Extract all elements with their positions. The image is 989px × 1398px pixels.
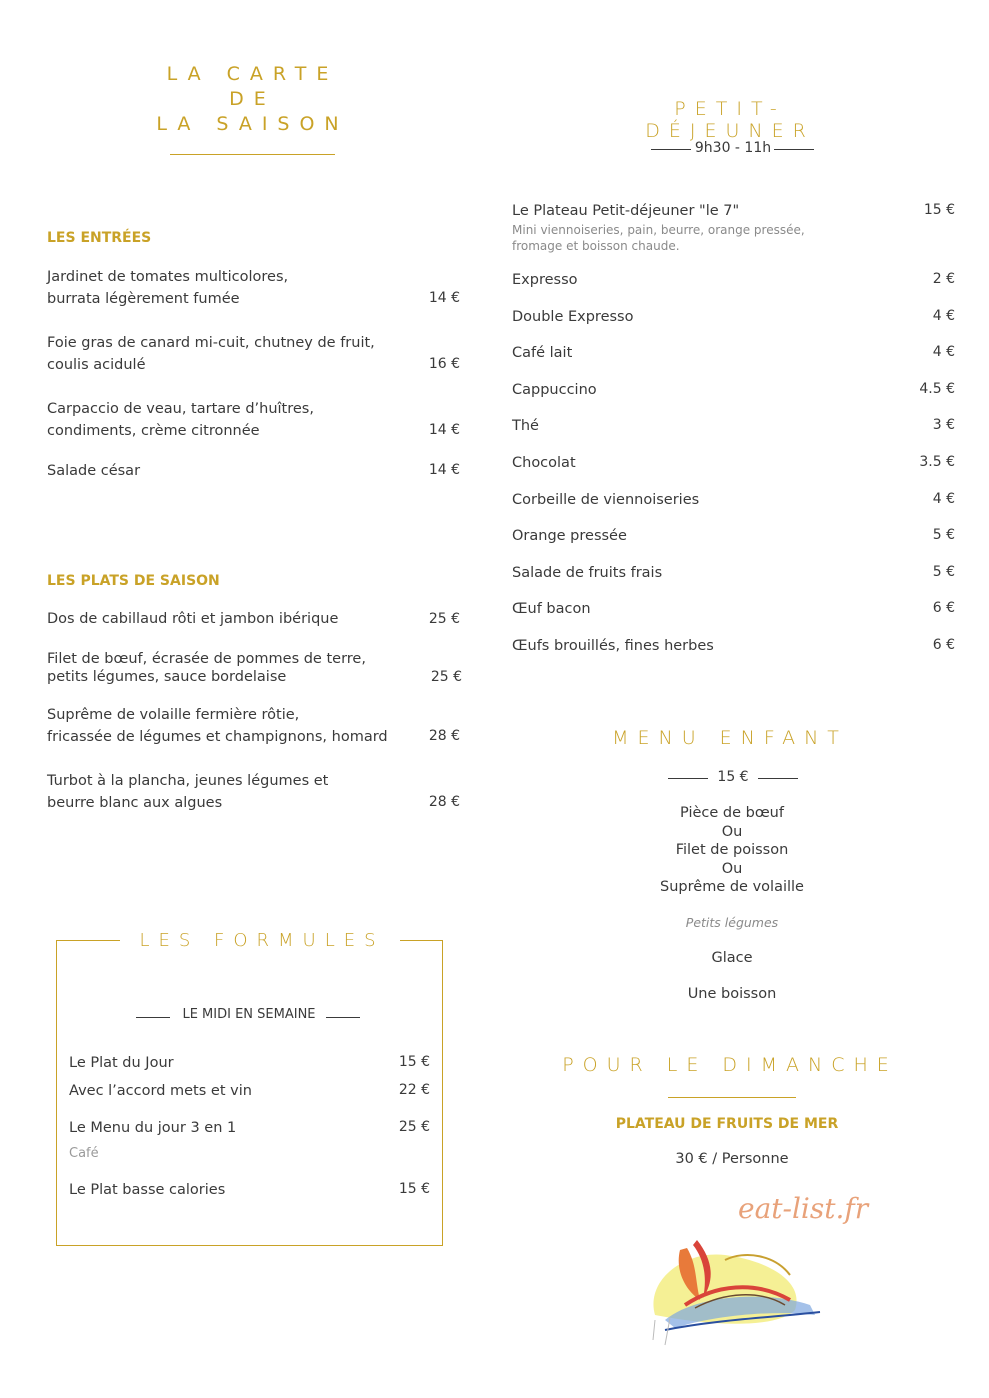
petit-dejeuner-item: Orange pressée (512, 528, 627, 544)
petit-dejeuner-item: Chocolat (512, 455, 576, 471)
formule-price: 22 € (398, 1082, 430, 1098)
petit-dejeuner-price: 3.5 € (919, 454, 955, 470)
entree-item: Carpaccio de veau, tartare d’huîtres, condiments, crème citronnée (47, 401, 314, 439)
plateau-price: 15 € (923, 202, 955, 218)
petit-dejeuner-item: Corbeille de viennoiseries (512, 492, 700, 508)
entree-price: 14 € (428, 290, 460, 306)
petit-dejeuner-item: Expresso (512, 272, 578, 288)
formules-sub-line-left (136, 1017, 170, 1018)
plat-item: Turbot à la plancha, jeunes légumes et beurre blanc aux algues (47, 773, 329, 811)
hours-line-right (774, 149, 814, 150)
enfant-boisson: Une boisson (687, 986, 777, 1002)
hours-line-left (651, 149, 691, 150)
formule-item: Le Menu du jour 3 en 1 (69, 1120, 237, 1136)
entree-item: Jardinet de tomates multicolores, burrata légèrement fumée (47, 269, 289, 307)
petit-dejeuner-heading: PETIT-DÉJEUNER (645, 98, 815, 142)
drawing-illustration (625, 1220, 830, 1360)
formules-box-top-left (56, 940, 120, 941)
formule-price: 15 € (398, 1054, 430, 1070)
hours: 9h30 - 11h (694, 140, 772, 156)
title-line-2: DE (229, 88, 276, 110)
enfant-price: 15 € (717, 769, 749, 785)
plats-heading: LES PLATS DE SAISON (47, 573, 220, 589)
petit-dejeuner-price: 5 € (932, 564, 955, 580)
entree-price: 14 € (428, 462, 460, 478)
petit-dejeuner-item: Œufs brouillés, fines herbes (512, 638, 714, 654)
dimanche-underline (668, 1097, 796, 1098)
plat-price: 25 € (428, 611, 460, 627)
plat-item: Dos de cabillaud rôti et jambon ibérique (47, 611, 339, 627)
entree-item: Salade césar (47, 463, 141, 479)
formule-price: 25 € (398, 1119, 430, 1135)
petit-dejeuner-item: Double Expresso (512, 309, 634, 325)
formule-price: 15 € (398, 1181, 430, 1197)
plat-price: 25 € (430, 669, 462, 685)
watermark-text: eat-list.fr (738, 1192, 869, 1225)
petit-dejeuner-item: Salade de fruits frais (512, 565, 663, 581)
menu-enfant-heading: MENU ENFANT (612, 727, 848, 749)
petit-dejeuner-price: 4.5 € (919, 381, 955, 397)
plat-price: 28 € (428, 794, 460, 810)
entree-item: Foie gras de canard mi-cuit, chutney de fruit, coulis acidulé (47, 335, 375, 373)
formules-sub-line-right (326, 1017, 360, 1018)
formule-item-sub: Café (69, 1146, 99, 1161)
enfant-glace: Glace (711, 950, 753, 966)
formule-item: Le Plat basse calories (69, 1182, 226, 1198)
petit-dejeuner-price: 4 € (932, 491, 955, 507)
entrees-heading: LES ENTRÉES (47, 230, 152, 246)
formules-box-top-right (400, 940, 443, 941)
plateau-fruits-de-mer: PLATEAU DE FRUITS DE MER (615, 1116, 839, 1132)
petit-dejeuner-item: Cappuccino (512, 382, 597, 398)
enfant-price-line-left (668, 778, 708, 779)
petit-dejeuner-price: 6 € (932, 600, 955, 616)
petit-dejeuner-price: 4 € (932, 308, 955, 324)
title-underline (170, 154, 335, 155)
petit-dejeuner-price: 5 € (932, 527, 955, 543)
petit-dejeuner-price: 4 € (932, 344, 955, 360)
formule-item: Le Plat du Jour (69, 1055, 174, 1071)
enfant-price-line-right (758, 778, 798, 779)
menu-title (150, 62, 355, 137)
dimanche-heading: POUR LE DIMANCHE (562, 1054, 898, 1076)
formule-item: Avec l’accord mets et vin (69, 1083, 252, 1099)
petit-dejeuner-item: Café lait (512, 345, 573, 361)
title-line-3: LA SAISON (156, 113, 349, 135)
formules-heading: LES FORMULES (139, 930, 385, 951)
petit-dejeuner-price: 3 € (932, 417, 955, 433)
petit-dejeuner-item: Œuf bacon (512, 601, 591, 617)
entree-price: 16 € (428, 356, 460, 372)
enfant-petits-legumes: Petits légumes (685, 915, 779, 930)
plat-item: Filet de bœuf, écrasée de pommes de terre, petits légumes, sauce bordelaise (47, 651, 366, 685)
petit-dejeuner-price: 2 € (932, 271, 955, 287)
petit-dejeuner-price: 6 € (932, 637, 955, 653)
petit-dejeuner-item: Thé (512, 418, 539, 434)
formules-subheading: LE MIDI EN SEMAINE (182, 1007, 316, 1022)
enfant-choices: Pièce de bœuf Ou Filet de poisson Ou Suprême de volaille (660, 805, 804, 895)
plat-price: 28 € (428, 728, 460, 744)
plateau-item: Le Plateau Petit-déjeuner "le 7" Mini viennoiseries, pain, beurre, orange pressée, fromage et boisson chaude. (512, 203, 805, 253)
entree-price: 14 € (428, 422, 460, 438)
title-line-1: LA CARTE (166, 63, 339, 85)
dimanche-price: 30 € / Personne (675, 1151, 789, 1167)
plat-item: Suprême de volaille fermière rôtie, fricassée de légumes et champignons, homard (47, 707, 388, 745)
